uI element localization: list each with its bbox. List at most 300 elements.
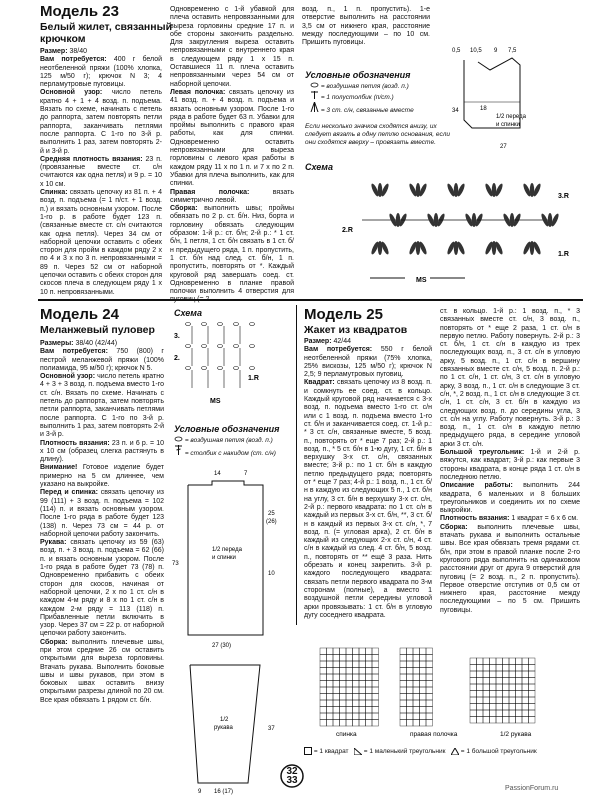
- model-24-legend-title: Условные обозначения: [174, 424, 280, 434]
- grid-square: [426, 720, 433, 727]
- grid-square: [503, 671, 510, 678]
- paragraph: Описание работы: выполнить 244 квадрата, 6 маленьких и 8 больших треугольников и соединить их по схеме выкройки.: [440, 482, 580, 515]
- grid-square: [346, 700, 353, 707]
- pattern-label: рукава: [214, 725, 233, 731]
- model-23-schema-title: Схема: [305, 162, 333, 172]
- grid-square: [320, 661, 327, 668]
- grid-square: [483, 697, 490, 704]
- paragraph: Размер: 42/44: [304, 338, 352, 345]
- model-25-legend: [304, 747, 584, 756]
- grid-square: [340, 713, 347, 720]
- pattern-num: 73: [172, 561, 179, 567]
- grid-square: [496, 658, 503, 665]
- grid-square: [333, 720, 340, 727]
- grid-square: [503, 710, 510, 717]
- grid-square: [320, 720, 327, 727]
- grid-square: [320, 687, 327, 694]
- rukav-label: 1/2 рукава: [500, 731, 532, 738]
- pattern-num: 16 (17): [214, 789, 234, 795]
- grid-square: [413, 661, 420, 668]
- grid-square: [420, 668, 427, 675]
- grid-square: [509, 665, 516, 672]
- grid-square: [529, 678, 536, 685]
- grid-square: [509, 684, 516, 691]
- grid-square: [333, 674, 340, 681]
- pattern-num: 25: [268, 511, 275, 517]
- grid-square: [522, 704, 529, 711]
- grid-square: [509, 697, 516, 704]
- cluster-stitch-icon: [310, 102, 319, 112]
- grid-square: [477, 710, 484, 717]
- grid-square: [346, 694, 353, 701]
- grid-square: [400, 661, 407, 668]
- half-stitch-icon: [310, 91, 319, 99]
- grid-square: [516, 658, 523, 665]
- paragraph: Вам потребуется: 750 (800) г пестрой меланжевой пряжи (100% полиамида, 95 м/50 г); крючок N 5.: [40, 348, 164, 372]
- grid-square: [426, 668, 433, 675]
- grid-square: [327, 681, 334, 688]
- big-triangle-icon: [451, 748, 459, 755]
- grid-square: [407, 674, 414, 681]
- grid-square: [320, 655, 327, 662]
- chain-mark: [250, 345, 255, 348]
- legend-chain-icon: [310, 82, 440, 91]
- grid-square: [490, 710, 497, 717]
- grid-square: [320, 713, 327, 720]
- pattern-label: и спинки: [212, 555, 236, 561]
- grid-square: [327, 661, 334, 668]
- paragraph: Сборка: выполнить швы; проймы обвязать по 2 р. ст. б/н. Низ, борта и горловину обвязать следующим образом: 1-й р.: ст. б/н; 2-й р.: * 1 ст. б/н, 1 петля, 1 ст. б/н связать в 1 ст. б/н предыдущего ряда, 1 п. пропустить, 1 ст. б/н над след. ст. б/н, 1 п. пропустить, повторять от *. Каждый круговой ряд завершать соед. ст. Одновременно в планке правой полочки выполнить 4 отверстия для: [170, 205, 294, 296]
- paragraph: Размеры: 38/40 (42/44): [40, 340, 118, 347]
- pattern-num: 7,5: [508, 48, 517, 54]
- pattern-num: 7: [244, 471, 248, 477]
- grid-square: [477, 684, 484, 691]
- grid-square: [320, 707, 327, 714]
- grid-square: [503, 665, 510, 672]
- grid-square: [327, 668, 334, 675]
- grid-square: [470, 691, 477, 698]
- grid-square: [483, 678, 490, 685]
- grid-square: [522, 710, 529, 717]
- grid-square: [353, 648, 360, 655]
- double-crochet-icon: [174, 445, 183, 455]
- grid-square: [516, 684, 523, 691]
- grid-square: [400, 694, 407, 701]
- grid-square: [407, 720, 414, 727]
- grid-square: [413, 648, 420, 655]
- legend-item-square: = 1 квадрат: [313, 748, 349, 755]
- grid-square: [420, 713, 427, 720]
- paragraph: возд. п., 1 п. пропустить). 1-е отверстие выполнить на расстоянии 3,5 см от нижнего края, расстояние между последующими – по 10 см. Пришить пуговицы.: [302, 6, 430, 47]
- grid-square: [413, 687, 420, 694]
- paragraph: Спинка: связать цепочку из 81 п. + 4 возд. п. подъема (= 1 п/ст. + 1 возд. п.) и вязать основным узором. После 1-го р. в работе будет 123 п. (связанные вместе ст. с/н считаются как одна петля). Через 34 см от наборной цепочки оставить с обеих сторон для пройм в каждом ряду 2 х по 4 и 3 х по 3 п. непровязанными = 89 п. Через 52 см от наборной цепочки оставить с обеих сторон для скосов плеча в следующем ряду 1 х 10 п. непровязанными.: [40, 189, 162, 296]
- grid-square: [407, 681, 414, 688]
- grid-square: [420, 661, 427, 668]
- schema-ms-label: MS: [210, 398, 221, 405]
- grid-square: [503, 717, 510, 724]
- grid-square: [320, 648, 327, 655]
- grid-square: [366, 655, 373, 662]
- grid-square: [366, 674, 373, 681]
- chain-mark: [250, 323, 255, 326]
- grid-square: [346, 668, 353, 675]
- chain-mark: [186, 345, 191, 348]
- grid-square: [470, 665, 477, 672]
- grid-square: [509, 671, 516, 678]
- grid-square: [529, 710, 536, 717]
- grid-square: [490, 691, 497, 698]
- paragraph: Основной узор: число петель кратно 4 + 1 + 4 возд. п. подъема. Вязать по схеме, начинать с петель до раппорта, затем повторять петли раппорта, заканчивать петлями после раппорта. С 1-го по 3-й р. выполнить 1 раз, затем повторять 2-й и 3-й р.: [40, 89, 162, 155]
- pattern-num: 9: [494, 48, 498, 54]
- grid-square: [413, 655, 420, 662]
- pattern-label: 1/2 переда: [496, 114, 526, 120]
- chain-mark: [202, 367, 207, 370]
- model-25-column-1: [304, 338, 432, 620]
- grid-square: [346, 720, 353, 727]
- grid-square: [320, 694, 327, 701]
- grid-square: [372, 687, 379, 694]
- pattern-label: 1/2 переда: [212, 547, 242, 553]
- grid-square: [333, 713, 340, 720]
- model-23-subtitle: Белый жилет, связанный крючком: [40, 21, 173, 45]
- grid-square: [529, 665, 536, 672]
- pattern-num: 10,5: [470, 48, 482, 54]
- grid-square: [407, 661, 414, 668]
- schema-row-2-label: 2.: [174, 355, 180, 362]
- grid-square: [340, 655, 347, 662]
- legend-item-small-triangle: = 1 маленький треугольник: [363, 748, 446, 755]
- grid-square: [413, 674, 420, 681]
- grid-square: [353, 681, 360, 688]
- grid-square: [509, 717, 516, 724]
- pattern-num: 18: [480, 106, 487, 112]
- grid-square: [407, 648, 414, 655]
- grid-square: [490, 704, 497, 711]
- grid-square: [426, 674, 433, 681]
- grid-square: [327, 674, 334, 681]
- model-23-legend: [310, 82, 440, 115]
- grid-square: [346, 655, 353, 662]
- pattern-num: 27: [500, 144, 507, 150]
- grid-square: [400, 681, 407, 688]
- grid-square: [353, 661, 360, 668]
- grid-square: [470, 704, 477, 711]
- paragraph: Плотность вязания: 23 п. и 6 р. = 10 х 10 см (образец слегка растянуть в длину).: [40, 439, 165, 464]
- grid-square: [529, 671, 536, 678]
- grid-square: [477, 658, 484, 665]
- grid-square: [353, 707, 360, 714]
- grid-square: [516, 691, 523, 698]
- grid-square: [477, 671, 484, 678]
- grid-square: [470, 678, 477, 685]
- chain-mark: [186, 323, 191, 326]
- grid-square: [483, 717, 490, 724]
- grid-square: [327, 707, 334, 714]
- grid-square: [477, 717, 484, 724]
- grid-square: [372, 681, 379, 688]
- grid-square: [490, 697, 497, 704]
- grid-square: [503, 691, 510, 698]
- grid-square: [340, 687, 347, 694]
- grid-square: [496, 710, 503, 717]
- site-watermark: PassionForum.ru: [505, 785, 559, 792]
- grid-square: [413, 700, 420, 707]
- paragraph: Рукава: связать цепочку из 59 (63) возд. п. + 3 возд. п. подъема = 62 (66) п. и вязать основным узором. После 1-го ряда в работе будет 73 (78) п. Одновременно прибавить с обеих сторон для скосов, начиная от наборной цепочки, 2 х по 1 ст. с/н в каждом 4-м ряду и 8 х по 1 ст. с/н в каждом 2-м ряду = 113 (118) п. Прибавленные петли включить в узор. Через 37 см = 22 р. от наборной цепочки работу закончить.: [40, 539, 164, 638]
- grid-square: [366, 648, 373, 655]
- grid-square: [490, 717, 497, 724]
- chain-stitch-icon: [174, 436, 183, 442]
- grid-square: [400, 648, 407, 655]
- grid-square: [470, 658, 477, 665]
- grid-square: [333, 661, 340, 668]
- grid-square: [509, 678, 516, 685]
- polochka-label: правая полочка: [410, 731, 458, 738]
- grid-square: [522, 665, 529, 672]
- chain-mark: [250, 367, 255, 370]
- grid-square: [407, 707, 414, 714]
- schema-row-2-label: 2.R: [342, 227, 353, 234]
- grid-square: [503, 684, 510, 691]
- chain-stitch-icon: [310, 82, 319, 88]
- grid-square: [353, 713, 360, 720]
- grid-square: [413, 707, 420, 714]
- page-number-right: 33: [286, 775, 298, 786]
- chain-mark: [234, 323, 239, 326]
- grid-square: [400, 687, 407, 694]
- grid-square: [470, 717, 477, 724]
- grid-square: [426, 661, 433, 668]
- grid-square: [413, 713, 420, 720]
- grid-square: [333, 687, 340, 694]
- grid-square: [366, 720, 373, 727]
- grid-square: [413, 694, 420, 701]
- grid-square: [407, 713, 414, 720]
- grid-square: [366, 694, 373, 701]
- pattern-num: 10: [268, 571, 275, 577]
- small-triangle-icon: [354, 748, 362, 755]
- grid-square: [483, 691, 490, 698]
- grid-square: [400, 674, 407, 681]
- grid-square: [333, 700, 340, 707]
- grid-square: [509, 710, 516, 717]
- grid-square: [327, 655, 334, 662]
- grid-square: [516, 704, 523, 711]
- grid-square: [477, 691, 484, 698]
- grid-square: [400, 655, 407, 662]
- grid-square: [522, 691, 529, 698]
- chain-mark: [202, 323, 207, 326]
- pattern-num: 37: [268, 726, 275, 732]
- model-24-subtitle: Меланжевый пуловер: [40, 324, 155, 336]
- grid-square: [353, 720, 360, 727]
- model-25-column-2: [440, 308, 580, 615]
- grid-square: [346, 648, 353, 655]
- paragraph: Плотность вязания: 1 квадрат = 6 х 6 см.: [440, 515, 579, 523]
- paragraph: Размер: 38/40: [40, 48, 88, 55]
- grid-square: [407, 668, 414, 675]
- model-24-schema-title: Схема: [174, 308, 202, 318]
- grid-square: [483, 710, 490, 717]
- grid-square: [509, 658, 516, 665]
- grid-square: [359, 661, 366, 668]
- paragraph: Квадрат: связать цепочку из 8 возд. п. и сомкнуть ее соед. ст. в кольцо. Каждый круговой ряд начинается с 3-х возд. п. подъема вместо 1-го ст. с/н или с 1 возд. п. подъема вместо 1-го ст. б/н и заканчивается соед. ст. 1-й р.: * 3 ст. с/н, связанные вместе, 5 возд. п., повторять от * еще 7 раз; 2-й р.: 1 возд. п., * 5 ст. б/н в 1-ю дугу, 1 ст. б/н в верхушку 3-х ст. с/н, связанных вместе; 3-й р.: по 1 ст. б/н в каждую петлю предыдущего ряда; повторять от * еще 7 раз; 4-й р.: 1 возд. п., 1 ст. б/н в каждую из следующих 5 п., 1 ст. б/н на углу, 3 ст. б/н в верхушку 3-х ст. с/н, 2-й р.: первого квадрата: по 1 ст. с/н в каждый из первых 3-х ст. б/н, **, 3 ст. б/н в каждый из первых 3-х ст. с/н, *, 7 возд. п. (= угловая арка), 2 ст. б/н в каждый из следующих 2-х ст. с/н, 4 ст. с/н в каждый из след. 4 ст. б/н, 5 возд. п., повторять от ** ещё 3 раза. Нить обрезать и конец закрепить. 3-й р. каждого последующего квадрата: связать петли первого квадрата по 3-м сторонам (полные), а вместо 1 воздушной петли середины угловой арки провязывать: 1 ст. б/н в угловую дугу соседнего квадрата.: [304, 379, 432, 619]
- grid-square: [426, 707, 433, 714]
- grid-square: [320, 700, 327, 707]
- grid-square: [366, 687, 373, 694]
- grid-square: [333, 648, 340, 655]
- grid-square: [426, 713, 433, 720]
- grid-square: [496, 684, 503, 691]
- legend-item-chain: = воздушная петля (возд. п.): [184, 437, 273, 444]
- grid-square: [420, 720, 427, 727]
- grid-square: [496, 671, 503, 678]
- grid-square: [407, 700, 414, 707]
- paragraph: Перед и спинка: связать цепочку из 99 (111) + 3 возд. п. подъема = 102 (114) п. и вязать основным узором. После 1-го ряда в работе будет 123 (138) п. Через 73 см = 44 р. от наборной цепочки работу закончить.: [40, 489, 165, 538]
- grid-square: [327, 713, 334, 720]
- grid-square: [496, 678, 503, 685]
- spinka-label: спинка: [336, 731, 357, 738]
- grid-square: [359, 687, 366, 694]
- grid-square: [516, 710, 523, 717]
- grid-square: [327, 687, 334, 694]
- grid-square: [366, 713, 373, 720]
- grid-square: [333, 655, 340, 662]
- chain-mark: [218, 345, 223, 348]
- grid-square: [426, 648, 433, 655]
- grid-square: [320, 668, 327, 675]
- grid-square: [366, 700, 373, 707]
- grid-square: [503, 697, 510, 704]
- schema-row-3-label: 3.R: [558, 193, 569, 200]
- grid-square: [516, 697, 523, 704]
- grid-square: [372, 668, 379, 675]
- grid-square: [477, 665, 484, 672]
- grid-square: [420, 648, 427, 655]
- grid-square: [413, 668, 420, 675]
- pattern-num: 27 (30): [212, 643, 232, 649]
- model-23-title: Модель 23: [40, 3, 119, 20]
- grid-square: [516, 717, 523, 724]
- grid-square: [522, 697, 529, 704]
- grid-square: [470, 671, 477, 678]
- grid-square: [470, 710, 477, 717]
- pattern-num: (26): [266, 519, 277, 525]
- grid-square: [516, 678, 523, 685]
- column-divider: [296, 305, 297, 625]
- grid-square: [496, 704, 503, 711]
- chain-mark: [186, 367, 191, 370]
- grid-square: [353, 655, 360, 662]
- legend-item-big-triangle: = 1 большой треугольник: [460, 748, 537, 755]
- model-23-column-3: [302, 6, 430, 47]
- schema-ms-label: MS: [416, 277, 427, 284]
- grid-square: [420, 687, 427, 694]
- grid-square: [372, 648, 379, 655]
- grid-square: [346, 661, 353, 668]
- grid-square: [522, 671, 529, 678]
- grid-square: [333, 707, 340, 714]
- model-24-schema: [170, 318, 285, 408]
- paragraph: Вам потребуется: 400 г белой неотбеленной пряжи (100% хлопка, 125 м/50 г); крючок N 3; 4 перламутровые пуговицы.: [40, 56, 163, 89]
- grid-square: [420, 707, 427, 714]
- grid-square: [503, 704, 510, 711]
- grid-square: [420, 700, 427, 707]
- grid-square: [359, 700, 366, 707]
- grid-square: [372, 694, 379, 701]
- paragraph: Средняя плотность вязания: 23 п. (провязанные вместе ст. с/н считаются как одна петля) и 9 р. = 10 х 10 см.: [40, 155, 162, 188]
- grid-square: [522, 658, 529, 665]
- model-23-schema: [340, 170, 580, 285]
- grid-square: [359, 713, 366, 720]
- grid-square: [529, 658, 536, 665]
- grid-square: [426, 694, 433, 701]
- pattern-label: 1/2: [220, 717, 229, 723]
- grid-square: [340, 720, 347, 727]
- model-25-subtitle: Жакет из квадратов: [304, 324, 408, 336]
- pattern-num: 14: [214, 471, 221, 477]
- grid-square: [372, 720, 379, 727]
- chain-mark: [218, 323, 223, 326]
- grid-square: [340, 681, 347, 688]
- grid-square: [372, 707, 379, 714]
- grid-square: [483, 658, 490, 665]
- model-24-title: Модель 24: [40, 306, 119, 323]
- paragraph: Вам потребуется: 550 г белой неотбеленной пряжи (75% хлопка, 25% вискозы, 125 м/50 г); крючок N 2,5; 9 перламутровых пуговиц.: [304, 346, 433, 379]
- grid-square: [366, 681, 373, 688]
- legend-item-chain: = воздушная петля (возд. п.): [320, 83, 409, 90]
- grid-square: [503, 658, 510, 665]
- grid-square: [340, 700, 347, 707]
- grid-square: [327, 700, 334, 707]
- grid-square: [529, 697, 536, 704]
- grid-square: [496, 717, 503, 724]
- grid-square: [400, 713, 407, 720]
- chain-mark: [234, 367, 239, 370]
- grid-square: [366, 668, 373, 675]
- grid-square: [372, 674, 379, 681]
- grid-square: [407, 694, 414, 701]
- paragraph: Сборка: выполнить плечевые швы, втачать рукава и выполнить остальные швы. Все края обвязать тремя рядами ст. б/н, при этом в правой планке после 2-го кругового ряда выполнить на одинаковом расстоянии друг от друга 9 отверстий для пуговиц (= 2 возд. п., 2 п. пропустить). Первое отверстие отступив от 0,5 см от нижнего края, расстояние между последующими – по 5 см. Пришить пуговицы.: [440, 523, 580, 614]
- grid-square: [366, 707, 373, 714]
- legend-item-double-crochet: = столбик с накидом (ст. с/н): [184, 450, 276, 457]
- grid-square: [359, 668, 366, 675]
- model-25-title: Модель 25: [304, 306, 383, 323]
- grid-square: [529, 717, 536, 724]
- grid-square: [346, 674, 353, 681]
- grid-square: [372, 700, 379, 707]
- grid-square: [477, 697, 484, 704]
- grid-square: [353, 687, 360, 694]
- grid-square: [470, 697, 477, 704]
- grid-square: [400, 668, 407, 675]
- grid-square: [490, 684, 497, 691]
- grid-square: [490, 678, 497, 685]
- model-24-legend: [174, 436, 304, 458]
- grid-square: [516, 671, 523, 678]
- grid-square: [509, 691, 516, 698]
- page-number-badge: [280, 762, 304, 785]
- grid-square: [522, 684, 529, 691]
- grid-square: [496, 697, 503, 704]
- model-23-column-2: [170, 6, 294, 305]
- grid-square: [420, 674, 427, 681]
- paragraph: Основной узор: число петель кратно 4 + 3 + 3 возд. п. подъема вместо 1-го ст. с/н. Вязать по схеме. Начинать с петель до раппорта, затем повторять петли раппорта, заканчивать петлями после раппорта. С 1-го по 3-й р. выполнить 1 раз, затем повторять 2-й и 3-й р.: [40, 373, 165, 439]
- grid-square: [529, 704, 536, 711]
- grid-square: [327, 648, 334, 655]
- paragraph: Сборка: выполнить плечевые швы, при этом средние 26 см оставить открытыми для выреза горловины. Втачать рукава. Выполнить боковые швы и швы рукавов, при этом в боковых швах оставить внизу открытыми разрезы длиной по 20 см. Все края обвязать 1 рядом ст. б/н.: [40, 638, 164, 704]
- grid-square: [340, 661, 347, 668]
- pattern-num: 34: [452, 108, 459, 114]
